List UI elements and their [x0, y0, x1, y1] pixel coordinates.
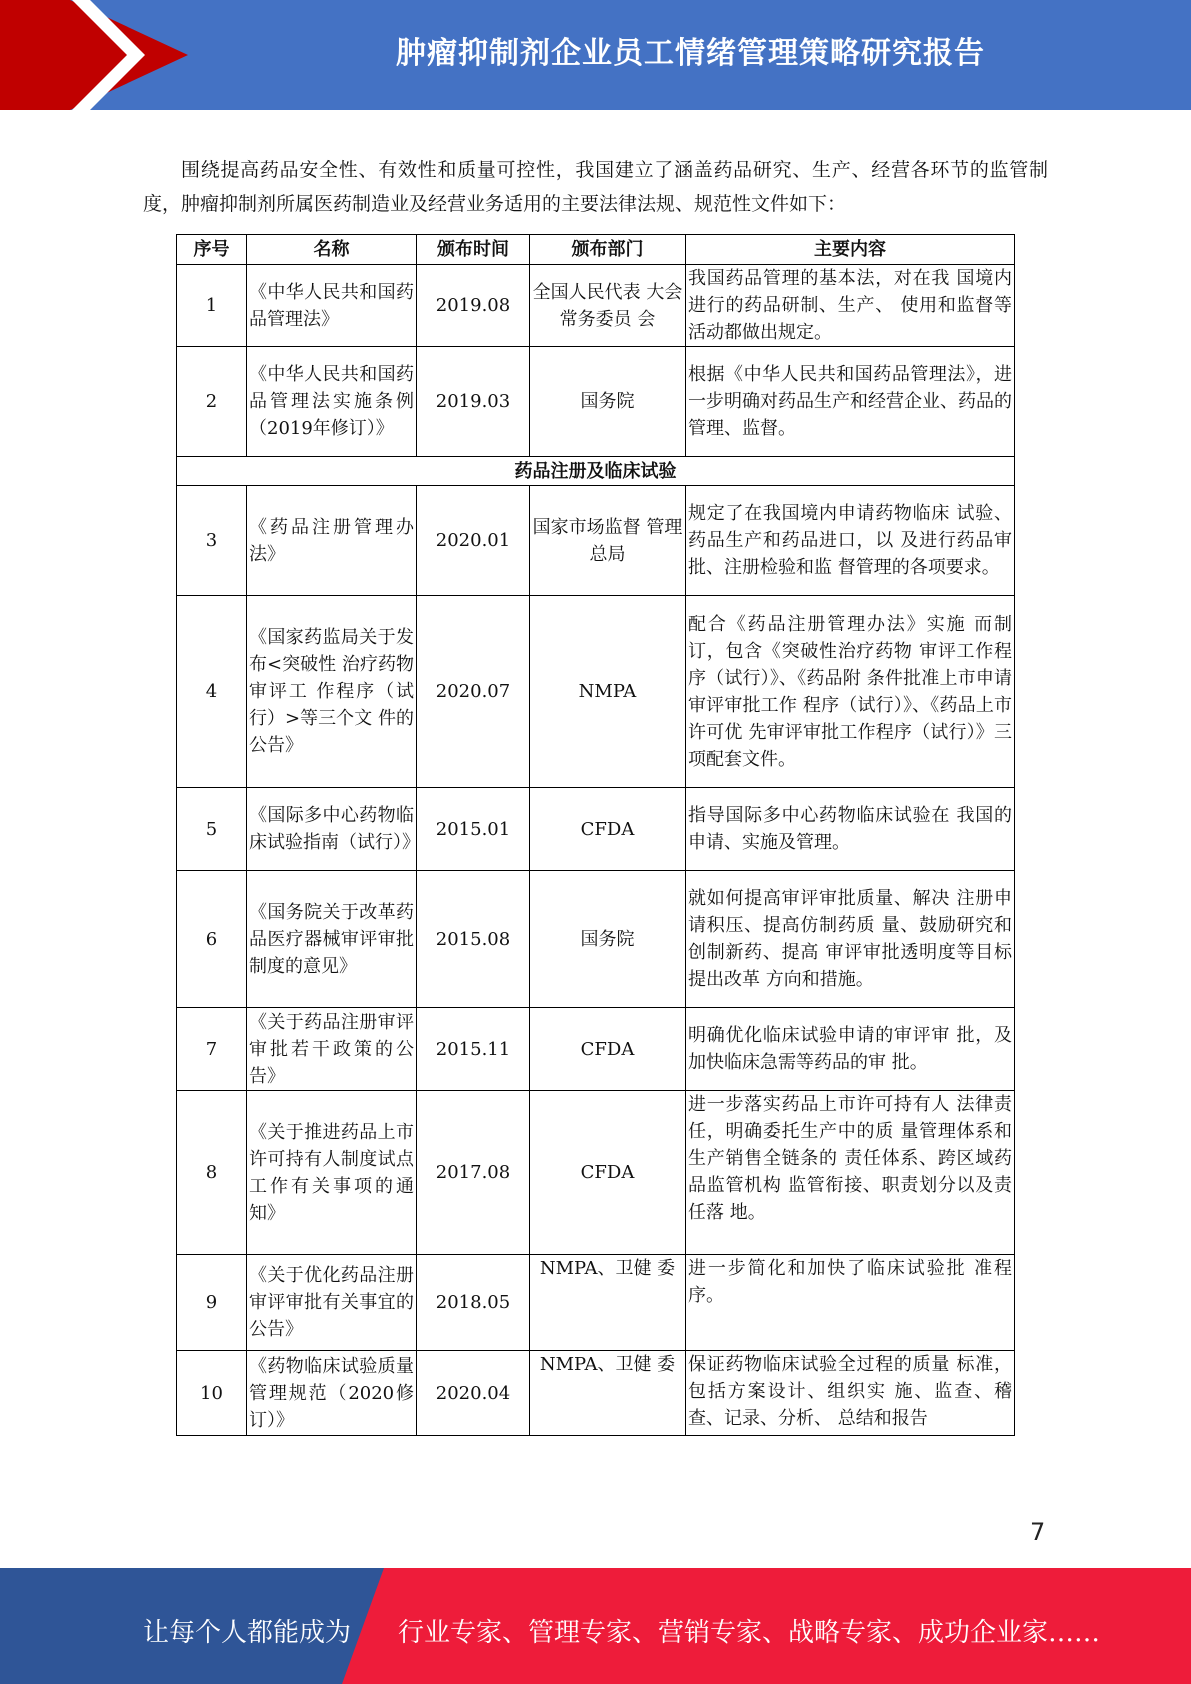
row-no: 9 — [177, 1255, 247, 1351]
row-dept: 国务院 — [530, 871, 686, 1008]
header-white-chevron-icon — [72, 0, 152, 110]
page-header — [0, 0, 1191, 110]
table-row — [177, 486, 1015, 596]
footer-slogan-right: 行业专家、管理专家、营销专家、战略专家、成功企业家…… — [398, 1618, 1101, 1648]
row-no: 6 — [177, 871, 247, 1008]
row-name: 《国务院关于改革药品医疗器械审评审批制度的意见》 — [247, 871, 417, 1008]
row-no: 8 — [177, 1091, 247, 1255]
row-content: 我国药品管理的基本法，对在我 国境内进行的药品研制、生产、 使用和监督等活动都做出规定。 — [686, 265, 1015, 347]
header-date: 颁布时间 — [417, 235, 530, 265]
header-no: 序号 — [177, 235, 247, 265]
header-content: 主要内容 — [686, 235, 1015, 265]
row-no: 2 — [177, 347, 247, 457]
row-dept: 国家市场监督 管理总局 — [530, 486, 686, 596]
regulations-table — [176, 234, 1015, 1436]
row-date: 2018.05 — [417, 1255, 530, 1351]
row-date: 2019.08 — [417, 265, 530, 347]
row-date: 2015.01 — [417, 788, 530, 871]
row-date: 2020.01 — [417, 486, 530, 596]
section-row — [177, 457, 1015, 486]
table-row — [177, 871, 1015, 1008]
row-no: 4 — [177, 596, 247, 788]
row-name: 《国家药监局关于发布<突破性 治疗药物审评工 作程序（试 行）>等三个文 件的公告》 — [247, 596, 417, 788]
row-date: 2017.08 — [417, 1091, 530, 1255]
page-title: 肿瘤抑制剂企业员工情绪管理策略研究报告 — [396, 36, 985, 71]
row-content: 指导国际多中心药物临床试验在 我国的申请、实施及管理。 — [686, 788, 1015, 871]
header-red-block — [0, 0, 70, 110]
row-no: 1 — [177, 265, 247, 347]
row-name: 《关于优化药品注册审评审批有关事宜的公告》 — [247, 1255, 417, 1351]
row-date: 2020.04 — [417, 1351, 530, 1436]
table-row — [177, 1351, 1015, 1436]
page-footer — [0, 1568, 1191, 1684]
table-row — [177, 1091, 1015, 1255]
row-content: 就如何提高审评审批质量、解决 注册申请积压、提高仿制药质 量、鼓励研究和创制新药、提高 审评审批透明度等目标提出改革 方向和措施。 — [686, 871, 1015, 1008]
table-header-row — [177, 235, 1015, 265]
footer-slogan-left: 让每个人都能成为 — [143, 1618, 352, 1648]
row-name: 《关于药品注册审评审批若干政策的公告》 — [247, 1008, 417, 1091]
row-name: 《中华人民共和国药品管理法》 — [247, 265, 417, 347]
table-row — [177, 1008, 1015, 1091]
row-dept: CFDA — [530, 788, 686, 871]
row-no: 10 — [177, 1351, 247, 1436]
row-content: 进一步简化和加快了临床试验批 准程序。 — [686, 1255, 1015, 1351]
table-row — [177, 1255, 1015, 1351]
intro-paragraph: 围绕提高药品安全性、有效性和质量可控性，我国建立了涵盖药品研究、生产、经营各环节的监管制度，肿瘤抑制剂所属医药制造业及经营业务适用的主要法律法规、规范性文件如下： — [143, 159, 1048, 215]
row-no: 7 — [177, 1008, 247, 1091]
row-dept: CFDA — [530, 1008, 686, 1091]
table-row — [177, 596, 1015, 788]
row-date: 2015.08 — [417, 871, 530, 1008]
row-content: 规定了在我国境内申请药物临床 试验、药品生产和药品进口，以 及进行药品审批、注册检验和监 督管理的各项要求。 — [686, 486, 1015, 596]
row-dept: 全国人民代表 大会常务委员 会 — [530, 265, 686, 347]
row-date: 2015.11 — [417, 1008, 530, 1091]
table-row — [177, 788, 1015, 871]
row-dept: CFDA — [530, 1091, 686, 1255]
row-date: 2019.03 — [417, 347, 530, 457]
row-no: 5 — [177, 788, 247, 871]
header-dept: 颁布部门 — [530, 235, 686, 265]
row-dept: NMPA、卫健 委 — [530, 1351, 686, 1436]
table-row — [177, 265, 1015, 347]
row-content: 明确优化临床试验申请的审评审 批，及加快临床急需等药品的审 批。 — [686, 1008, 1015, 1091]
row-name: 《药物临床试验质量管理规范（2020修订）》 — [247, 1351, 417, 1436]
row-no: 3 — [177, 486, 247, 596]
row-dept: 国务院 — [530, 347, 686, 457]
section-title: 药品注册及临床试验 — [177, 457, 1015, 486]
row-content: 根据《中华人民共和国药品管理法》，进一步明确对药品生产和经营企业、药品的管理、监督。 — [686, 347, 1015, 457]
row-content: 配合《药品注册管理办法》实施 而制订，包含《突破性治疗药物 审评工作程序（试行）》、《药品附 条件批准上市申请审评审批工作 程序（试行）》、《药品上市许可优 先审评审批工作程序（试行）》三 项配套文件。 — [686, 596, 1015, 788]
row-content: 保证药物临床试验全过程的质量 标准，包括方案设计、组织实 施、监查、稽查、记录、分析、 总结和报告 — [686, 1351, 1015, 1436]
row-date: 2020.07 — [417, 596, 530, 788]
table-row — [177, 347, 1015, 457]
row-name: 《中华人民共和国药品管理法实施条例（2019年修订）》 — [247, 347, 417, 457]
row-name: 《国际多中心药物临床试验指南（试行）》 — [247, 788, 417, 871]
row-dept: NMPA — [530, 596, 686, 788]
row-content: 进一步落实药品上市许可持有人 法律责任，明确委托生产中的质 量管理体系和生产销售全链条的 责任体系、跨区域药品监管机构 监管衔接、职责划分以及责任落 地。 — [686, 1091, 1015, 1255]
header-name: 名称 — [247, 235, 417, 265]
row-dept: NMPA、卫健 委 — [530, 1255, 686, 1351]
row-name: 《药品注册管理办法》 — [247, 486, 417, 596]
page-number: 7 — [1030, 1518, 1046, 1546]
row-name: 《关于推进药品上市许可持有人制度试点工作有关事项的通知》 — [247, 1091, 417, 1255]
